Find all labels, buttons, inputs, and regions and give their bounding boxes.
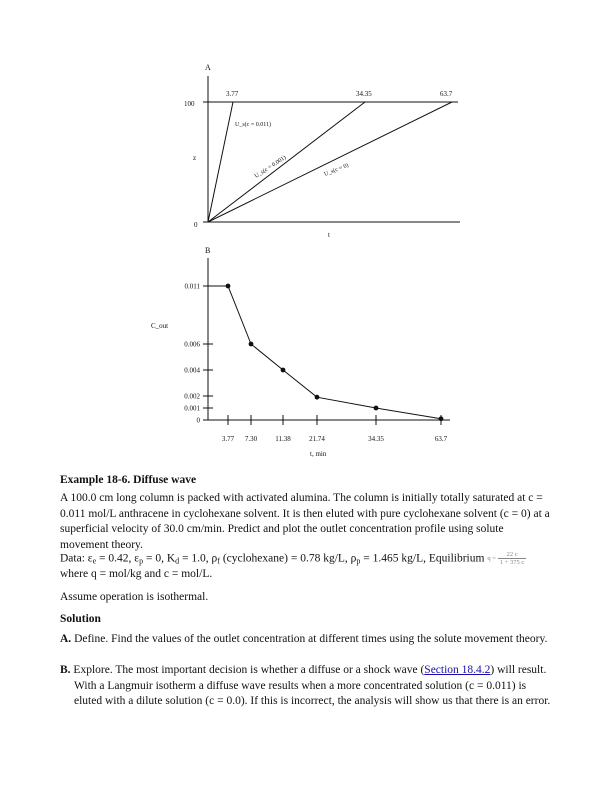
isotherm-fraction: $\frac{22 c}{1 + 375 c}$ — [499, 551, 525, 567]
panel-b-outlet-curve — [208, 286, 441, 419]
data-paragraph: Data: $\varepsilon_e = 0.42$, $\varepsilon_p = 0$, $K_d = 1.0$, $\rho_f$ (cyclohexane) = 0.78 kg/L, $\rho_p = 1.465$ kg/L, Equilibrium q = $\frac{22 c}{1 + 375 c}$ where q = mol/kg and c = mol/L. — [60, 551, 525, 580]
panel-b-ytick-label: 0.004 — [184, 366, 200, 375]
panel-a-top-label-1: 34.35 — [356, 90, 372, 98]
panel-b-data-point — [315, 395, 320, 400]
panel-b-ytick-label: 0.002 — [184, 392, 200, 401]
example-title: Example 18-6. Diffuse wave — [60, 474, 197, 486]
panel-a-xlabel: t — [328, 231, 330, 239]
panel-b-xtick-label: 63.7 — [434, 435, 448, 443]
panel-b-ytick-label: 0.006 — [184, 340, 200, 349]
panel-b-y-ticks — [184, 283, 213, 425]
section-link[interactable]: Section 18.4.2 — [424, 664, 491, 676]
panel-b-xtick-label: 34.35 — [368, 435, 384, 443]
panel-a-line-c0011 — [208, 102, 233, 222]
panel-a — [184, 63, 460, 239]
panel-b-data-point — [281, 368, 286, 373]
problem-statement: A 100.0 cm long column is packed with activated alumina. The column is initially totally saturated at c = 0.011 mol/L anthracene in cyclohexane solvent. It is then eluted with pure cyclohexane solvent (c = 0) at a superficial velocity of 30.0 cm/min. Predict and plot the outlet concentration profile using solute movement theory. — [60, 492, 550, 551]
panel-b-data-point — [374, 406, 379, 411]
panel-a-top-label-0: 3.77 — [226, 90, 239, 98]
panel-a-line-label-0: U_s(c = 0.011) — [235, 122, 271, 128]
panel-b-ylabel: C_out — [151, 322, 169, 330]
assumption: Assume operation is isothermal. — [60, 591, 209, 603]
step-b: B. Explore. The most important decision is whether a diffuse or a shock wave (Section 18.4.2) will result. With a Langmuir isotherm a diffuse wave results when a more concentrated solution (c = 0.011) is eluted with a dilute solution (c = 0.0). If this is incorrect, the analysis will show us that there is an error. — [60, 664, 551, 707]
panel-b-xtick-label: 3.77 — [221, 435, 235, 443]
panel-a-top-label-2: 63.7 — [440, 90, 453, 98]
panel-b-data-point — [439, 416, 444, 421]
panel-a-line-c0001 — [208, 102, 365, 222]
panel-a-ytick-0: 0 — [194, 221, 198, 229]
panel-a-line-label-1: U_s(c = 0.001) — [253, 154, 288, 180]
panel-a-ylabel: z — [193, 154, 197, 162]
panel-b-xtick-label: 21.74 — [309, 435, 325, 443]
panel-b-xtick-label: 7.30 — [244, 435, 258, 443]
panel-b-data-point — [226, 284, 231, 289]
solution-heading: Solution — [60, 613, 101, 625]
panel-a-letter: A — [205, 63, 211, 72]
panel-b-x-ticks — [222, 415, 448, 443]
panel-a-line-c0 — [208, 102, 452, 222]
panel-a-line-label-2: U_s(c = 0) — [323, 162, 350, 178]
panel-b-xtick-label: 11.38 — [275, 435, 291, 443]
panel-a-ytick-100: 100 — [184, 100, 195, 108]
panel-b-xlabel: t, min — [310, 450, 327, 458]
panel-b-ytick-label: 0.001 — [184, 404, 200, 413]
panel-b-letter: B — [205, 246, 211, 255]
panel-b-data-point — [249, 342, 254, 347]
isotherm-q: q = — [487, 555, 496, 562]
step-a: A. Define. Find the values of the outlet concentration at different times using the solute movement theory. — [60, 633, 548, 645]
panel-b-ytick-label: 0 — [196, 416, 200, 425]
panel-b-ytick-label: 0.011 — [184, 282, 200, 291]
panel-b — [151, 246, 450, 458]
